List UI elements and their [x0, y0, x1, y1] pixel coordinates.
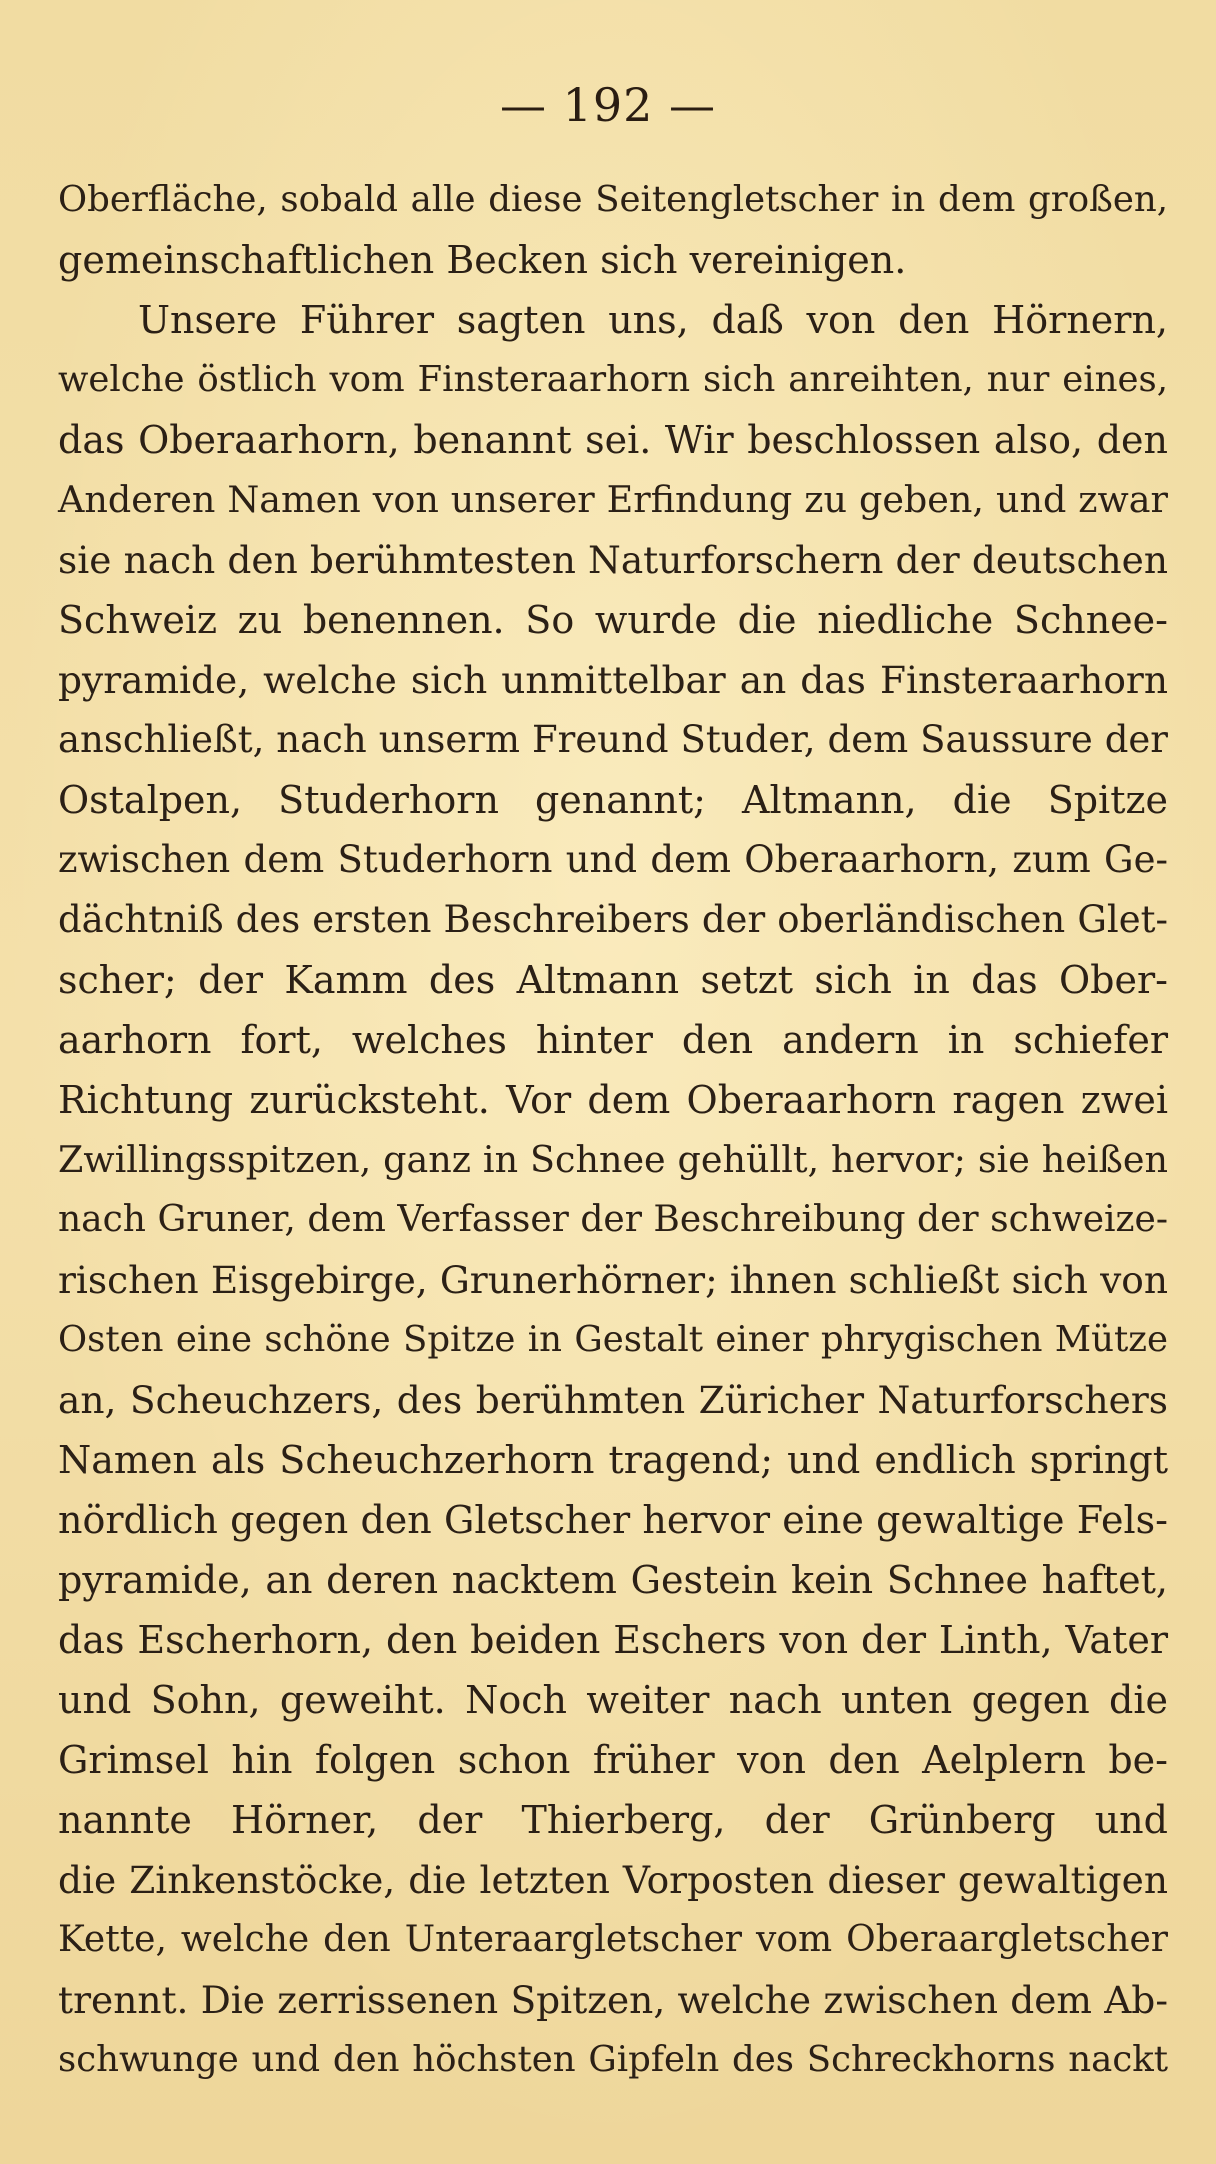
text-line: aarhorn fort, welches hinter den andern in schiefer — [58, 1018, 1168, 1062]
text-line: nördlich gegen den Gletscher hervor eine gewaltige Fels- — [58, 1498, 1168, 1542]
page-number: — 192 — — [499, 78, 717, 132]
text-line: Unsere Führer sagten uns, daß von den Hörnern, — [138, 298, 1168, 342]
text-line: trennt. Die zerrissenen Spitzen, welche zwischen dem Ab- — [58, 1978, 1168, 2022]
text-line: an, Scheuchzers, des berühmten Züricher Naturforschers — [58, 1378, 1168, 1422]
text-line: Kette, welche den Unteraargletscher vom Oberaargletscher — [58, 1919, 1168, 1960]
body-text — [58, 170, 1168, 2090]
text-line: pyramide, an deren nacktem Gestein kein Schnee haftet, — [58, 1558, 1168, 1602]
text-line: das Oberaarhorn, benannt sei. Wir beschlossen also, den — [58, 418, 1168, 462]
text-line: gemeinschaftlichen Becken sich vereinigen. — [58, 238, 907, 282]
text-line: rischen Eisgebirge, Grunerhörner; ihnen schließt sich von — [58, 1258, 1168, 1302]
text-line: Osten eine schöne Spitze in Gestalt einer phrygischen Mütze — [58, 1319, 1168, 1360]
text-line: das Escherhorn, den beiden Eschers von der Linth, Vater — [58, 1618, 1168, 1662]
text-line: Schweiz zu benennen. So wurde die niedliche Schnee- — [58, 598, 1168, 642]
text-line: Oberfläche, sobald alle diese Seitengletscher in dem großen, — [58, 179, 1168, 220]
text-line: Richtung zurücksteht. Vor dem Oberaarhorn ragen zwei — [58, 1078, 1168, 1122]
text-line: Namen als Scheuchzerhorn tragend; und endlich springt — [58, 1438, 1168, 1482]
text-line: Ostalpen, Studerhorn genannt; Altmann, die Spitze — [58, 778, 1168, 822]
text-line: Zwillingsspitzen, ganz in Schnee gehüllt, hervor; sie heißen — [58, 1138, 1168, 1181]
text-line: scher; der Kamm des Altmann setzt sich in das Ober- — [58, 958, 1168, 1002]
text-line: welche östlich vom Finsteraarhorn sich anreihten, nur eines, — [58, 359, 1168, 400]
text-line: pyramide, welche sich unmittelbar an das Finsteraarhorn — [58, 658, 1168, 702]
text-line: schwunge und den höchsten Gipfeln des Schreckhorns nackt — [58, 2039, 1168, 2080]
text-line: dächtniß des ersten Beschreibers der oberländischen Glet- — [58, 898, 1168, 941]
text-line: und Sohn, geweiht. Noch weiter nach unten gegen die — [58, 1678, 1168, 1722]
text-line: nannte Hörner, der Thierberg, der Grünberg und — [58, 1798, 1168, 1842]
text-line: Anderen Namen von unserer Erfindung zu geben, und zwar — [58, 478, 1168, 521]
text-line: anschließt, nach unserm Freund Studer, dem Saussure der — [58, 718, 1168, 761]
text-line: sie nach den berühmtesten Naturforschern der deutschen — [58, 538, 1168, 582]
text-line: die Zinkenstöcke, die letzten Vorposten dieser gewaltigen — [58, 1858, 1168, 1902]
text-line: nach Gruner, dem Verfasser der Beschreibung der schweize- — [58, 1199, 1168, 1240]
text-line: Grimsel hin folgen schon früher von den Aelplern be- — [58, 1738, 1168, 1782]
text-line: zwischen dem Studerhorn und dem Oberaarhorn, zum Ge- — [58, 838, 1168, 881]
